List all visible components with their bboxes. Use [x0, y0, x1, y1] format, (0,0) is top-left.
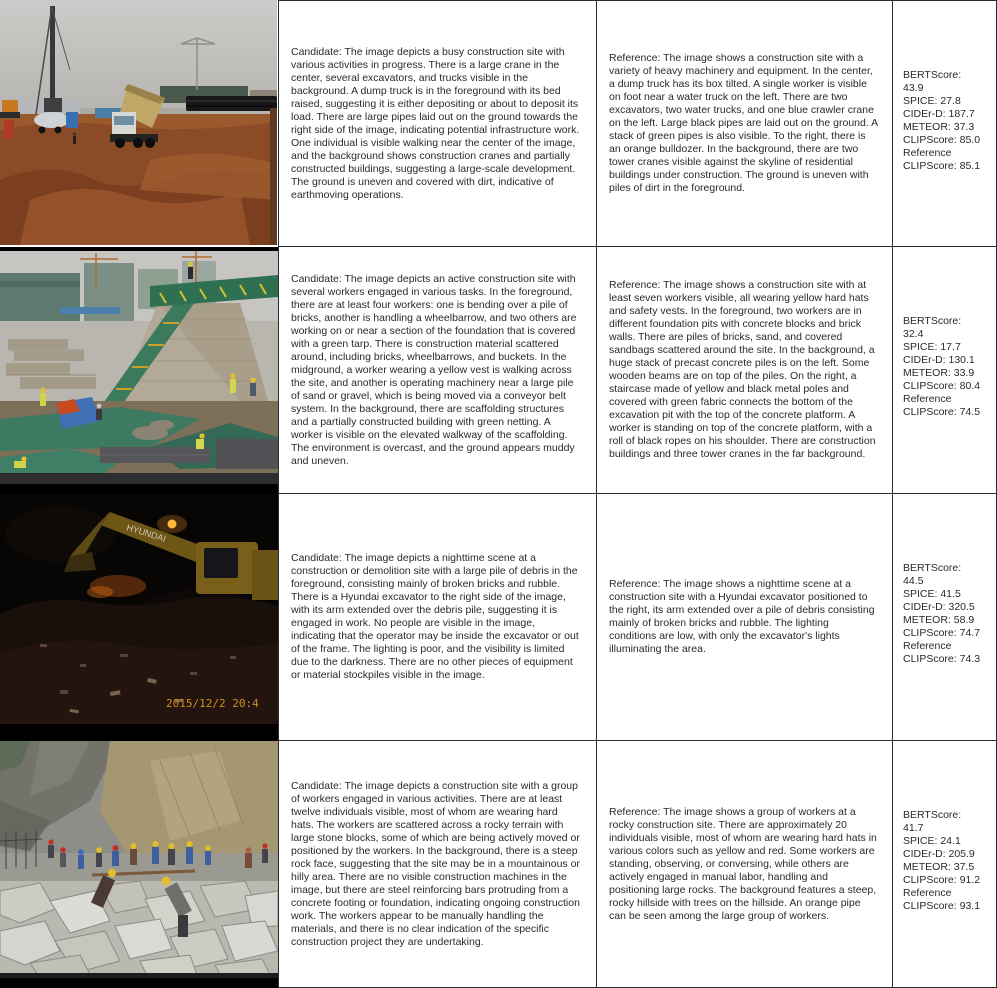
metrics-cell [893, 494, 996, 740]
reference-text: Reference: The image shows a group of workers at a rocky construction site. There are approximately 20 individuals visible, most of whom are wearing hard hats in various colors such as yellow and red. Some workers are standing, observing, or conversing, while others are actively engaged in manual labor, handling and positioning large rocks. The background features a steep, rocky hillside with trees on the hillside. An orange pipe can be seen among the large group of workers. [609, 805, 877, 922]
metric-line: SPICE: 24.1 [903, 835, 961, 847]
metric-line: METEOR: 58.9 [903, 614, 975, 626]
construction-photo-night-excavator [0, 494, 278, 724]
metric-line: BERTScore: 32.4 [903, 315, 962, 340]
reference-text: Reference: The image shows a nighttime scene at a construction site with a Hyundai excavator positioned to the right, its arm extended over a pile of debris consisting mainly of broken bricks and rubble. The lighting conditions are low, with only the excavator's lights illuminating the area. [609, 578, 875, 655]
image-cell [0, 0, 278, 247]
metric-line: CIDEr-D: 187.7 [903, 107, 975, 120]
camera-timestamp: 2015/12/2 20:4 [166, 697, 259, 710]
metric-line: BERTScore: 44.5 [903, 562, 962, 587]
candidate-cell [279, 494, 597, 740]
metric-line: Reference CLIPScore: 74.3 [903, 640, 981, 665]
table-row [0, 494, 997, 741]
metric-line: CLIPScore: 74.7 [903, 627, 981, 639]
reference-text: Reference: The image shows a construction site with at least seven workers visible, all wearing yellow hard hats and safety vests. In the foreground, two workers are in different foundation pits with concrete blocks and brick walls. There are piles of bricks, sand, and covered sandbags scattered around the site. In the background, a huge stack of precast concrete piles is on the left. Some wooden beams are on top of the piles. On the right, a staircase made of yellow and black metal poles and covered with green fabric connects the bottom of the excavation pit with the top of the concrete platform. A worker is standing on top of the concrete platform, with a roll of black ropes on his shoulder. There are construction buildings and three tower cranes in the far background. [609, 279, 876, 460]
metrics-cell [893, 741, 996, 987]
image-cell [0, 494, 278, 741]
excavator-brand-text: HYUNDAI [125, 522, 168, 544]
metric-line: CIDEr-D: 205.9 [903, 848, 975, 860]
metric-line: CLIPScore: 85.0 [903, 133, 981, 146]
candidate-text: Candidate: The image depicts a nighttime scene at a construction or demolition site with a large pile of debris in the foreground, consisting mainly of broken bricks and rubble. There is a Hyundai excavator to the right side of the image, with its arm extended over the debris pile, suggesting it is engaged in work. No people are visible in the image, indicating that the operator may be inside the excavator or out of the frame. The lighting is poor, and the visibility is limited due to the darkness. There are no other pieces of equipment or material stockpiles visible in the image. [291, 552, 579, 681]
candidate-cell [279, 247, 597, 493]
metric-line: CLIPScore: 91.2 [903, 874, 981, 886]
image-cell [0, 741, 278, 988]
candidate-cell [279, 741, 597, 987]
table-row [0, 0, 997, 247]
metric-line: METEOR: 33.9 [903, 367, 975, 379]
metric-line: METEOR: 37.5 [903, 861, 975, 873]
candidate-text: Candidate: The image depicts a construction site with a group of workers engaged in various activities. There are at least twelve individuals visible, most of whom are wearing hard hats. The workers are scattered across a rocky terrain with large stone blocks, some of which are being actively moved or positioned by the workers. In the background, there is a steep rock face, suggesting that the site may be in a mountainous or hilly area. There are no visible construction machines in the image, but there are steel reinforcing bars protruding from a concrete footing or foundation, indicating ongoing construction work. The workers appear to be manually handling the materials, and there is no clear indication of the specific construction project they are undertaking. [291, 779, 580, 948]
reference-cell [597, 1, 893, 246]
metric-line: BERTScore: 41.7 [903, 809, 962, 834]
reference-cell [597, 741, 893, 987]
metric-line: SPICE: 27.8 [903, 94, 961, 107]
metric-line: CIDEr-D: 320.5 [903, 601, 975, 613]
candidate-text: Candidate: The image depicts a busy construction site with various activities in progress. There is a large crane in the center, several excavators, and trucks visible in the background. A dump truck is in the foreground with its bed raised, suggesting it is either depositing or about to deposit its load. There are large pipes laid out on the ground towards the right side of the image, indicating potential infrastructure work. One individual is visible walking near the center of the image, and the background shows construction cranes and partially constructed buildings, suggesting a large-scale development. The ground is uneven and covered with dirt, indicative of earthmoving operations. [291, 45, 580, 201]
candidate-cell [279, 1, 597, 246]
metric-line: METEOR: 37.3 [903, 120, 975, 133]
candidate-text: Candidate: The image depicts an active construction site with several workers engaged in various tasks. In the foreground, there are at least four workers: one is bending over a pile of bricks, another is handling a wheelbarrow, and two others are working on or near a section of the foundation that is covered with a green tarp. There is construction material scattered around, including bricks, wheelbarrows, and buckets. In the midground, a worker wearing a yellow vest is walking across the site, and another is operating machinery near a large pile of sand or gravel, which is being moved via a conveyor belt system. In the background, there are scaffolding structures and a partially constructed building with green netting. A worker is visible on the elevated walkway of the scaffolding. The environment is overcast, and the ground appears muddy and uneven. [291, 272, 577, 467]
reference-cell [597, 494, 893, 740]
construction-photo-workers-embankment [0, 251, 278, 484]
metric-line: SPICE: 17.7 [903, 341, 961, 353]
metric-line: CLIPScore: 80.4 [903, 380, 981, 392]
metrics-cell [893, 247, 996, 493]
metrics-cell [893, 1, 996, 246]
metric-line: SPICE: 41.5 [903, 588, 961, 600]
metric-line: Reference CLIPScore: 74.5 [903, 393, 981, 418]
metric-line: CIDEr-D: 130.1 [903, 354, 975, 366]
reference-cell [597, 247, 893, 493]
metric-line: Reference CLIPScore: 85.1 [903, 146, 981, 172]
image-cell [0, 247, 278, 494]
metric-line: BERTScore: 43.9 [903, 68, 962, 94]
construction-photo-crane-dump-truck [0, 0, 277, 245]
metric-line: Reference CLIPScore: 93.1 [903, 887, 981, 912]
construction-photo-rocky-workers [0, 741, 278, 978]
table-row [0, 741, 997, 988]
table-row [0, 247, 997, 494]
reference-text: Reference: The image shows a construction site with a variety of heavy machinery and equipment. In the center, a dump truck has its box tilted. A single worker is visible on foot near a water truck on the left. There are two excavators, two water trucks, and one blue crawler crane on the left. Large black pipes are laid out on the ground. A stack of green pipes is also visible. To the right, there is an orange bulldozer. In the background, there are two tower cranes visible against the skyline of residential buildings under construction. The ground is uneven with piles of dirt in the foreground. [609, 52, 878, 194]
